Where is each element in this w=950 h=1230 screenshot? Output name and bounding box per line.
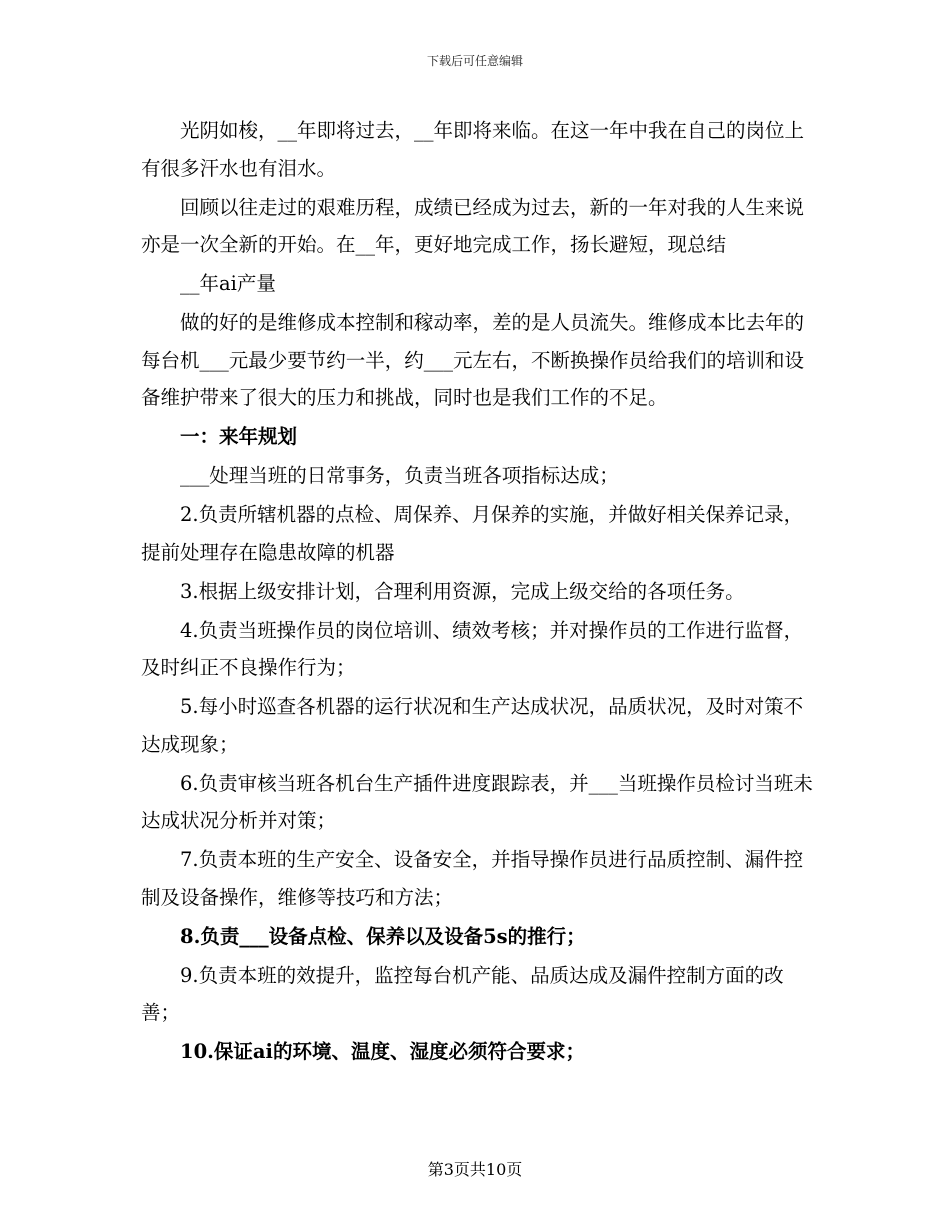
list-item-8: 8.负责___设备点检、保养以及设备5s的推行； (180, 924, 586, 948)
paragraph-review: 回顾以往走过的艰难历程，成绩已经成为过去，新的一年对我的人生来说亦是一次全新的开始。在__年，更好地完成工作，扬长避短，现总结 (141, 195, 805, 256)
list-item-5: 5.每小时巡查各机器的运行状况和生产达成状况，品质状况，及时对策不达成现象； (141, 695, 804, 756)
paragraph-output-heading: __年ai产量 (180, 272, 276, 295)
document-body (141, 112, 813, 1072)
list-item-9: 9.负责本班的效提升，监控每台机产能、品质达成及漏件控制方面的改善； (141, 963, 784, 1024)
page-footer: 第3页共10页 (427, 1160, 523, 1179)
paragraph-intro: 光阴如梭，__年即将过去，__年即将来临。在这一年中我在自己的岗位上有很多汗水也有泪水。 (141, 119, 805, 180)
list-item-4: 4.负责当班操作员的岗位培训、绩效考核；并对操作员的工作进行监督，及时纠正不良操作行为； (141, 618, 804, 679)
list-item-2: 2.负责所辖机器的点检、周保养、月保养的实施，并做好相关保养记录，提前处理存在隐患故障的机器 (141, 503, 804, 564)
list-item-3: 3.根据上级安排计划，合理利用资源，完成上级交给的各项任务。 (180, 579, 745, 603)
page-header: 下载后可任意编辑 (426, 54, 523, 68)
section-heading-plan: 一：来年规划 (180, 425, 298, 448)
paragraph-summary: 做的好的是维修成本控制和稼动率，差的是人员流失。维修成本比去年的每台机___元最少要节约一半，约___元左右，不断换操作员给我们的培训和设备维护带来了很大的压力和挑战，同时也是我们工作的不足。 (141, 311, 805, 409)
list-item-1: ___处理当班的日常事务，负责当班各项指标达成； (180, 464, 619, 487)
list-item-6: 6.负责审核当班各机台生产插件进度跟踪表，并___当班操作员检讨当班未达成状况分析并对策； (141, 771, 813, 832)
list-item-7: 7.负责本班的生产安全、设备安全，并指导操作员进行品质控制、漏件控制及设备操作，维修等技巧和方法； (141, 848, 804, 909)
list-item-10: 10.保证ai的环境、温度、湿度必须符合要求； (180, 1040, 585, 1063)
